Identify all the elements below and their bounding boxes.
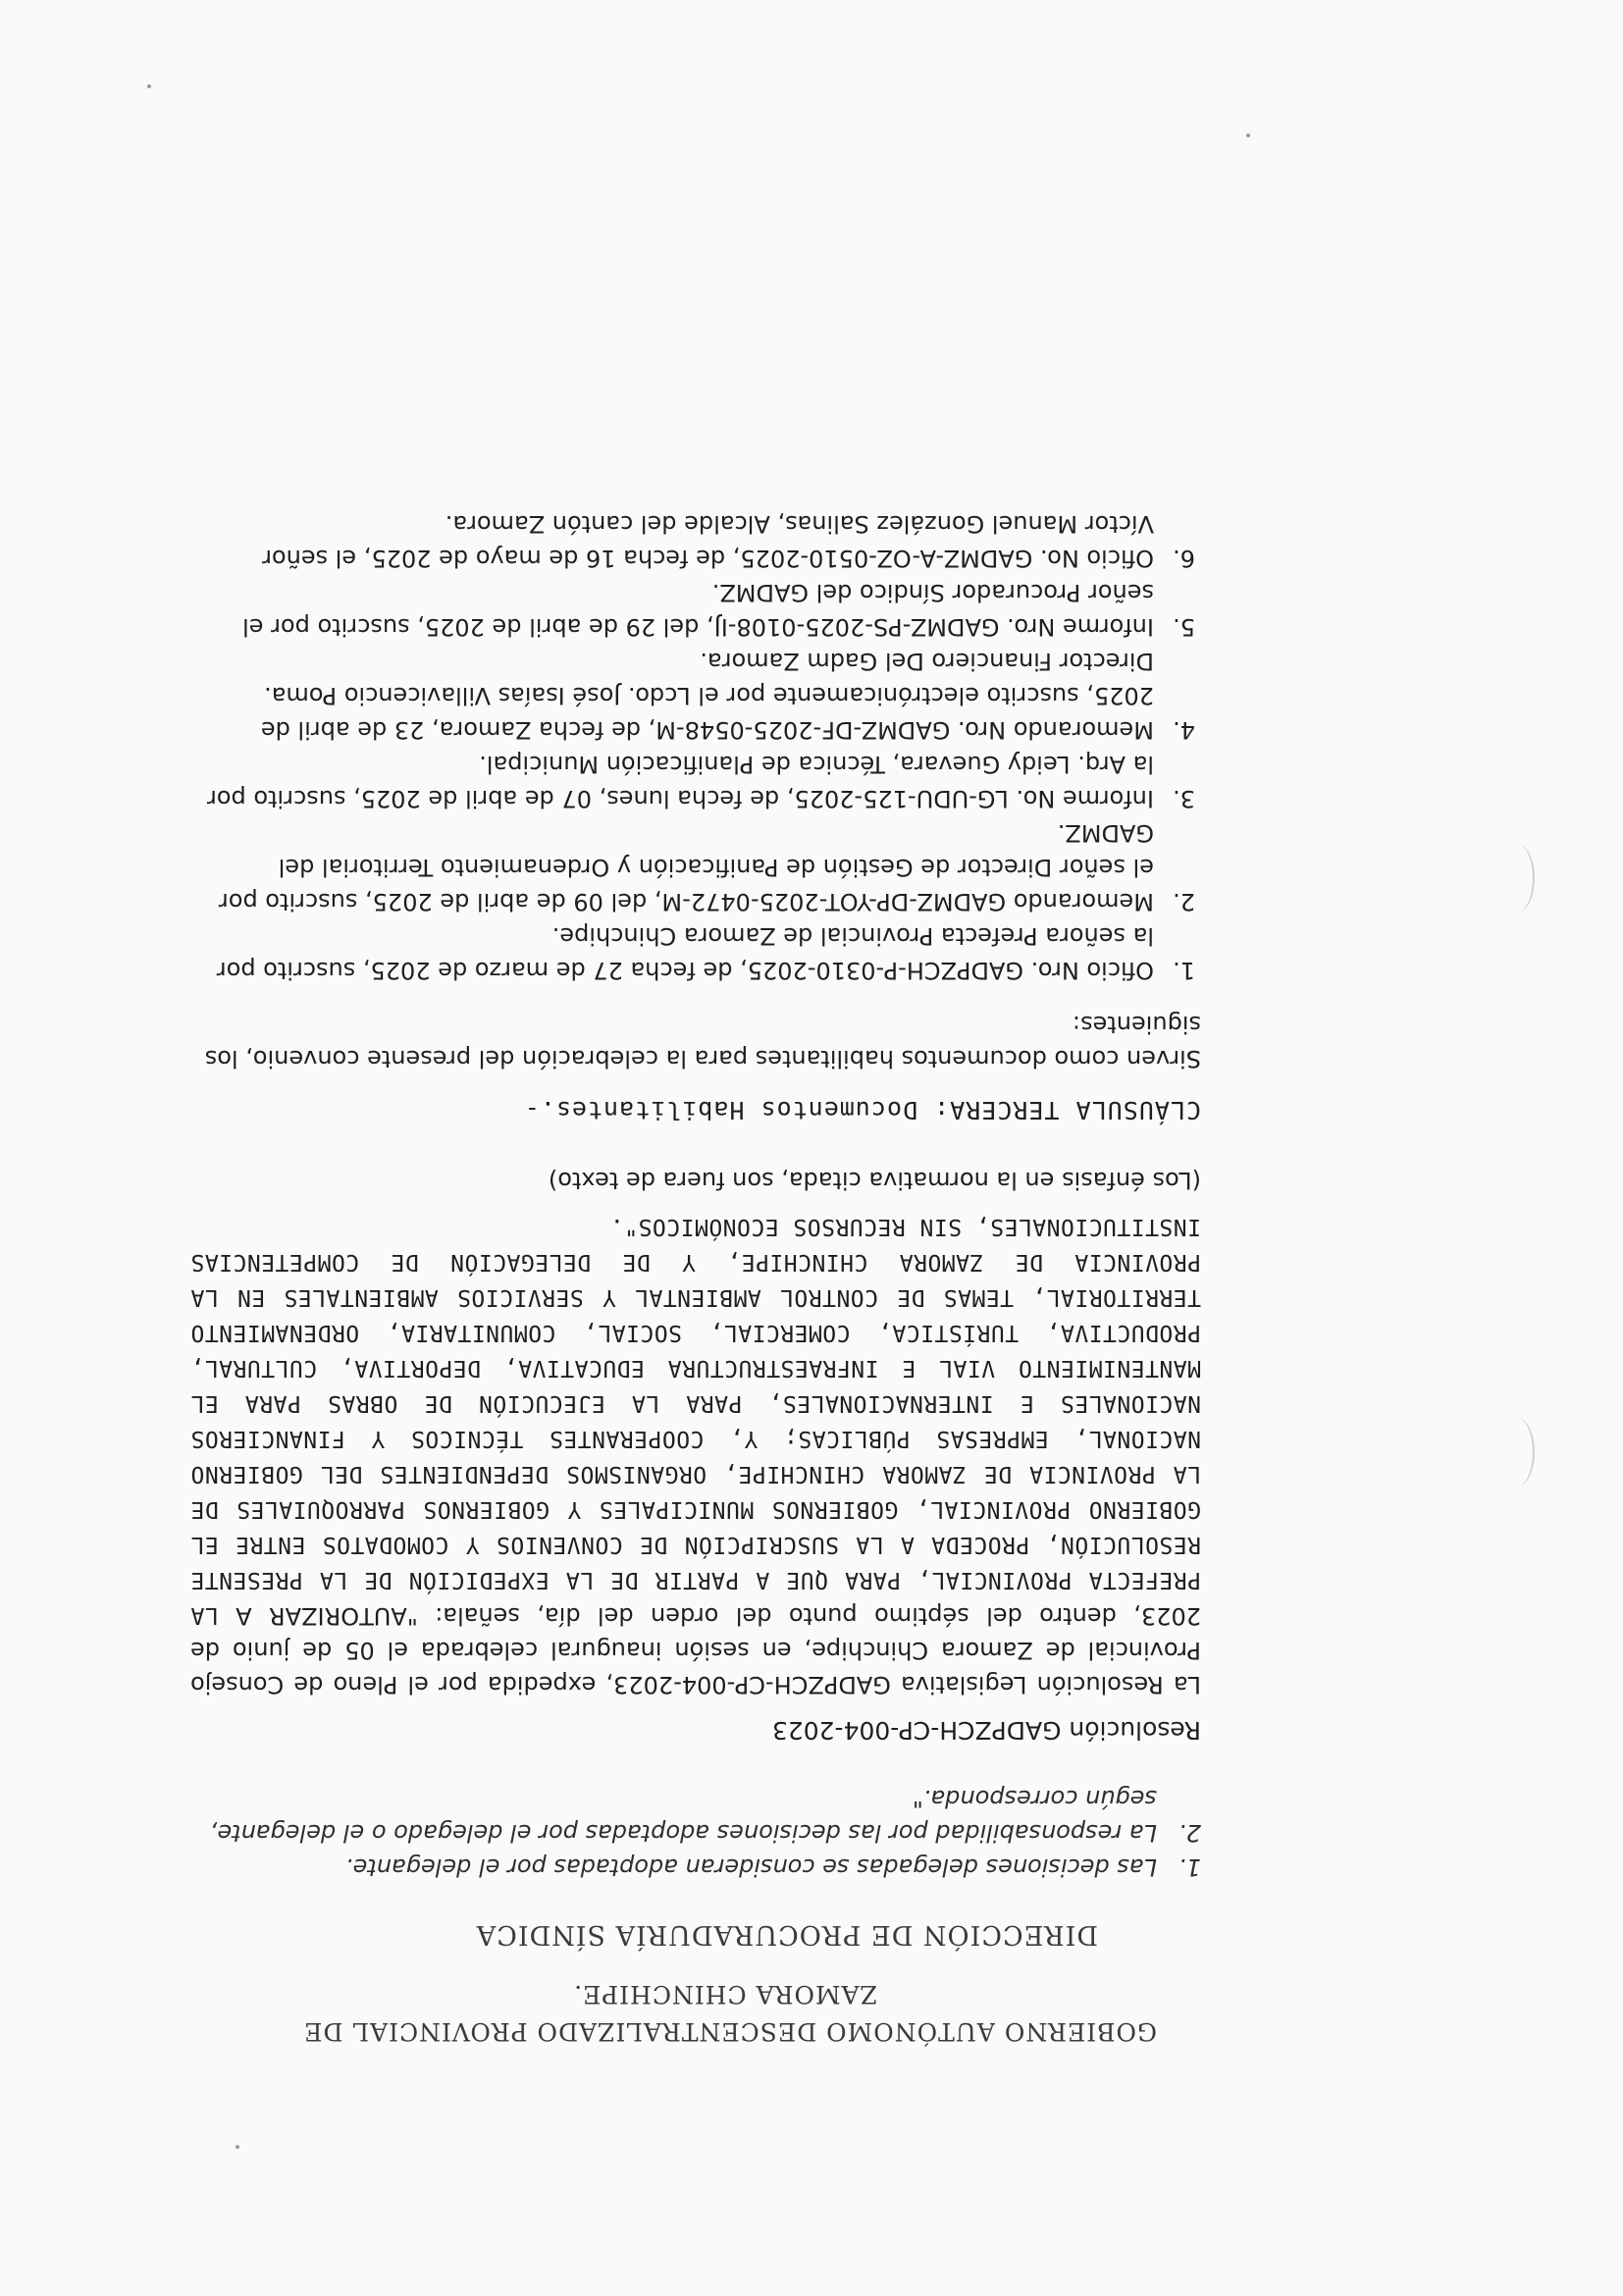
quoted-item-text: Las decisiones delegadas se consideran adoptadas por el delegante. bbox=[345, 1853, 1157, 1881]
quoted-item-number: 1. bbox=[1178, 1853, 1201, 1881]
resolution-title: Resolución GADPZCH-CP-004-2023 bbox=[771, 1716, 1201, 1745]
list-item bbox=[190, 918, 1201, 987]
enabling-documents-list bbox=[190, 506, 1201, 987]
list-item-text: Memorando GADMZ-DP-YOT-2025-0472-M, del 09 de abril de 2025, suscrito por el señor Director de Gestión de Panificación y Ordenamiento Territorial del GADMZ. bbox=[218, 819, 1154, 915]
quoted-item-number: 2. bbox=[1178, 1819, 1201, 1847]
list-item-number: 2. bbox=[1173, 888, 1195, 915]
list-item-text: Oficio Nro. GADPZCH-P-0310-2025, de fecha 27 de marzo de 2025, suscrito por la señora Prefecta Provincial de Zamora Chinchipe. bbox=[216, 922, 1154, 984]
scan-speck bbox=[236, 2145, 239, 2149]
list-item-text: Memorando Nro. GADMZ-DF-2025-0548-M, de fecha Zamora, 23 de abril de 2025, suscrito electrónicamente por el Lcdo. José Isaías Villavicencio Poma. Director Financiero Del Gadm Zamora. bbox=[260, 648, 1154, 744]
list-item bbox=[190, 575, 1201, 644]
scan-speck bbox=[1246, 133, 1250, 137]
list-item bbox=[190, 747, 1201, 815]
list-item-number: 6. bbox=[1173, 545, 1195, 572]
clause-title: CLÁUSULA TERCERA: Documentos Habilitantes.- bbox=[523, 1096, 1201, 1124]
punch-hole-mark bbox=[1499, 1418, 1535, 1487]
department-title: DIRECCIÓN DE PROCURADURÍA SÍNDICA bbox=[475, 1919, 1098, 1950]
scan-speck bbox=[147, 84, 151, 88]
resolution-intro: La Resolución Legislativa GADPZCH-CP-004-2023, expedida por el Pleno de Consejo Provincial de Zamora Chinchipe, en sesión inaugural celebrada el 05 de junio de 2023, dentro del séptimo punto del orden del día, señala: "AUTORIZAR A bbox=[190, 1602, 1201, 1698]
list-item bbox=[190, 815, 1201, 918]
quoted-item bbox=[190, 1850, 1201, 1884]
list-item-text: Informe No. LG-UDU-125-2025, de fecha lunes, 07 de abril de 2025, suscrito por la Arq. Leidy Guevara, Técnica de Planificación Municipal. bbox=[206, 751, 1154, 812]
list-item-number: 5. bbox=[1173, 613, 1195, 641]
quoted-item-text: La responsabilidad por las decisiones adoptadas por el delegado o el delegante, según corresponda." bbox=[209, 1785, 1157, 1847]
list-item-number: 3. bbox=[1173, 785, 1195, 812]
quoted-item bbox=[190, 1781, 1201, 1850]
document-body bbox=[190, 506, 1201, 1884]
list-item bbox=[190, 506, 1201, 575]
punch-hole-mark bbox=[1499, 844, 1535, 913]
clause-intro: Sirven como documentos habilitantes para la celebración del presente convenio, los siguientes: bbox=[204, 1011, 1201, 1072]
list-item-number: 4. bbox=[1173, 716, 1195, 744]
list-item-text: Informe Nro. GADMZ-PS-2025-0108-IJ, del 29 de abril de 2025, suscrito por el señor Procurador Síndico del GADMZ. bbox=[242, 579, 1154, 641]
resolution-quote: LA PREFECTA PROVINCIAL, PARA QUE A PARTIR DE LA EXPEDICIÓN DE LA PRESENTE RESOLUCIÓN, PROCEDA A LA SUSCRIPCIÓN DE CONVENIOS Y COMODATOS ENTRE EL GOBIERNO PROVINCIAL, GOBIERNOS MUNICIPALES Y GOBIERNOS PARROQUIALES DE LA PROVINCIA DE ZAMORA CHINCHIPE, ORGANISMOS DEPENDIENTES DEL GOBIERNO NACIONAL, EMPRESAS PÚBLICAS; Y, COOPERANTES TÉCNICOS Y FINANCIEROS NACIONALES E INTERNACIONALES, PARA LA EJECUCIÓN DE OBRAS PARA EL MANTENIMIENTO VIAL E INFRAESTRUCTURA EDUCATIVA, DEPORTIVA, CULTURAL, PRODUCTIVA, TURÍSTICA, COMERCIAL, SOCIAL, COMUNITARIA, ORDENAMIENTO TERRITORIAL, TEMAS DE CONTROL AMBIENTAL Y SERVICIOS AMBIENTALES EN LA PROVINCIA DE ZAMORA CHINCHIPE, Y DE DELEGACIÓN DE COMPETENCIAS INSTITUCIONALES, SIN RECURSOS ECONÓMICOS". bbox=[190, 1214, 1201, 1628]
resolution-paragraph bbox=[190, 1209, 1201, 1701]
org-name-line-2: ZAMORA CHINCHIPE. bbox=[573, 1980, 877, 2009]
org-name-line-1: GOBIERNO AUTÓNOMO DESCENTRALIZADO PROVINCIAL DE bbox=[303, 2017, 1157, 2046]
emphasis-note: (Los énfasis en la normativa citada, son fuera de texto) bbox=[548, 1167, 1201, 1194]
quoted-list bbox=[190, 1781, 1201, 1884]
list-item-text: Oficio No. GADMZ-A-OZ-0510-2025, de fecha 16 de mayo de 2025, el señor Víctor Manuel González Salinas, Alcalde del cantón Zamora. bbox=[262, 510, 1154, 572]
list-item bbox=[190, 644, 1201, 747]
list-item-number: 1. bbox=[1173, 957, 1195, 984]
